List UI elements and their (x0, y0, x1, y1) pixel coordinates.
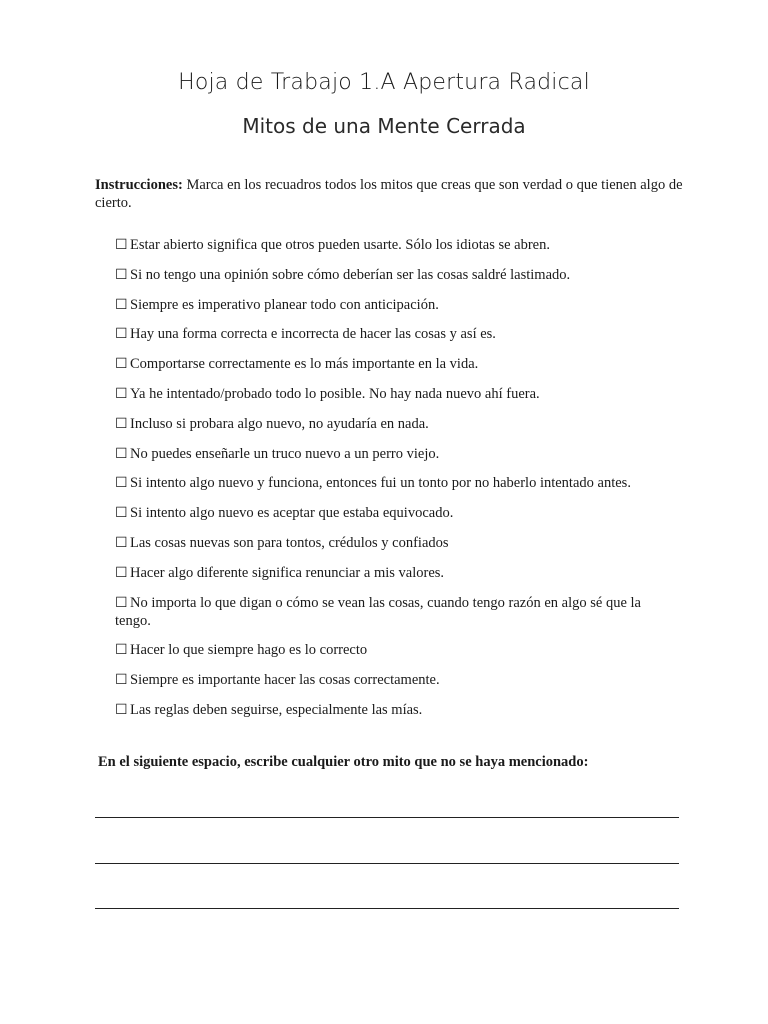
myth-text: Si intento algo nuevo y funciona, entonces fui un tonto por no haberlo intentado antes. (130, 475, 631, 492)
myth-item (115, 266, 675, 284)
instructions-label: Instrucciones: (95, 177, 183, 193)
myth-text: Siempre es imperativo planear todo con anticipación. (130, 296, 439, 313)
myth-item (115, 504, 675, 522)
myth-item (115, 534, 675, 552)
myth-text: Ya he intentado/probado todo lo posible. No hay nada nuevo ahí fuera. (130, 385, 540, 402)
checkbox-icon[interactable]: ☐ (115, 701, 128, 718)
myth-item (115, 415, 675, 433)
myth-item (115, 355, 675, 373)
myth-item (115, 641, 675, 659)
instructions-text: Marca en los recuadros todos los mitos que creas que son verdad o que tienen algo de cierto. (95, 177, 683, 211)
checkbox-icon[interactable]: ☐ (115, 356, 128, 373)
checkbox-icon[interactable]: ☐ (115, 505, 128, 522)
checkbox-icon[interactable]: ☐ (115, 415, 128, 432)
myth-item (115, 445, 675, 463)
answer-line[interactable] (95, 817, 679, 818)
myth-item (115, 236, 675, 254)
checkbox-icon[interactable]: ☐ (115, 672, 128, 689)
myth-item (115, 385, 675, 403)
checkbox-icon[interactable]: ☐ (115, 326, 128, 343)
checkbox-icon[interactable]: ☐ (115, 594, 128, 611)
checkbox-icon[interactable]: ☐ (115, 445, 128, 462)
myth-item (115, 325, 675, 343)
checkbox-icon[interactable]: ☐ (115, 534, 128, 551)
myth-item (115, 701, 675, 719)
answer-line[interactable] (95, 908, 679, 909)
myth-text: No importa lo que digan o cómo se vean las cosas, cuando tengo razón en algo sé que la tengo. (115, 594, 641, 629)
myth-text: Siempre es importante hacer las cosas correctamente. (130, 672, 440, 689)
checkbox-icon[interactable]: ☐ (115, 266, 128, 283)
myth-text: Las reglas deben seguirse, especialmente las mías. (130, 701, 423, 718)
worksheet-title: Hoja de Trabajo 1.A Apertura Radical (178, 70, 590, 95)
myth-text: Las cosas nuevas son para tontos, crédulos y confiados (130, 534, 449, 551)
checkbox-icon[interactable]: ☐ (115, 237, 128, 253)
worksheet-subtitle: Mitos de una Mente Cerrada (242, 114, 526, 138)
myths-checklist (115, 236, 675, 731)
write-in-prompt: En el siguiente espacio, escribe cualquier otro mito que no se haya mencionado: (98, 754, 589, 770)
checkbox-icon[interactable]: ☐ (115, 564, 128, 581)
checkbox-icon[interactable]: ☐ (115, 385, 128, 402)
myth-item (115, 474, 675, 492)
myth-text: Incluso si probara algo nuevo, no ayudaría en nada. (130, 415, 429, 432)
myth-text: Hacer algo diferente significa renunciar a mis valores. (130, 564, 445, 581)
myth-text: Comportarse correctamente es lo más importante en la vida. (130, 356, 479, 373)
myth-item (115, 671, 675, 689)
myth-text: Si no tengo una opinión sobre cómo deberían ser las cosas saldré lastimado. (130, 266, 571, 283)
myth-text: Hay una forma correcta e incorrecta de hacer las cosas y así es. (130, 326, 496, 343)
myth-item (115, 296, 675, 314)
checkbox-icon[interactable]: ☐ (115, 296, 128, 313)
myth-item (115, 564, 675, 582)
myth-text: Si intento algo nuevo es aceptar que estaba equivocado. (130, 505, 454, 522)
myth-item (115, 594, 675, 630)
checkbox-icon[interactable]: ☐ (115, 475, 128, 492)
myth-text: Hacer lo que siempre hago es lo correcto (130, 642, 368, 659)
checkbox-icon[interactable]: ☐ (115, 642, 128, 659)
myth-text: No puedes enseñarle un truco nuevo a un perro viejo. (130, 445, 440, 462)
myth-text: Estar abierto significa que otros pueden usarte. Sólo los idiotas se abren. (130, 237, 550, 253)
instructions-paragraph (95, 176, 685, 212)
answer-line[interactable] (95, 863, 679, 864)
